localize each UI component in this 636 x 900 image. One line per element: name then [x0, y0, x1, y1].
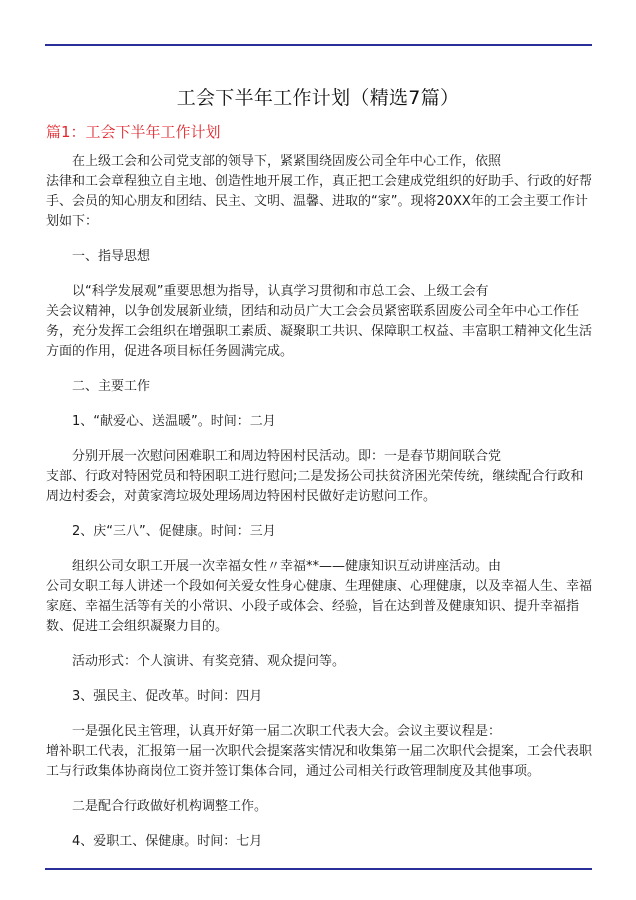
item-heading-1 [46, 412, 594, 432]
paragraph-first-line: 在上级工会和公司党支部的领导下，紧紧围绕固废公司全年中心工作，依照 [72, 154, 502, 169]
paragraph-first-line: 2、庆“三八”、促健康。时间：三月 [72, 524, 276, 539]
item-heading-2 [46, 522, 594, 542]
paragraph-continuation: 支部、行政对特困党员和特困职工进行慰问;二是发扬公司扶贫济困光荣传统，继续配合行政和周边村委会，对黄家湾垃圾处理场周边特困村民做好走访慰问工作。 [46, 469, 584, 504]
paragraph-first-line: 二、主要工作 [72, 379, 151, 394]
paragraph-first-line: 组织公司女职工开展一次幸福女性〃幸福**——健康知识互动讲座活动。由 [72, 559, 502, 574]
paragraph-activity-format [46, 652, 594, 672]
paragraph-first-line: 4、爱职工、保健康。时间：七月 [72, 834, 263, 849]
paragraph-item-2 [46, 557, 594, 637]
paragraph-continuation: 公司女职工每人讲述一个段如何关爱女性身心健康、生理健康、心理健康，以及幸福人生、幸福家庭、幸福生活等有关的小常识、小段子或体会、经验，旨在达到普及健康知识、提升幸福指数、促进工会组织凝聚力目的。 [46, 579, 593, 634]
footer-rule [45, 868, 592, 870]
document-body [46, 152, 594, 867]
paragraph-first-line: 以“科学发展观”重要思想为指导，认真学习贯彻和市总工会、上级工会有 [72, 284, 489, 299]
paragraph-first-line: 活动形式：个人演讲、有奖竞猜、观众提问等。 [72, 654, 346, 669]
heading-main-work [46, 377, 594, 397]
paragraph-first-line: 二是配合行政做好机构调整工作。 [72, 799, 268, 814]
header-rule [45, 44, 592, 46]
paragraph-guiding-ideology [46, 282, 594, 362]
paragraph-item-3-second [46, 797, 594, 817]
document-title: 工会下半年工作计划（精选7篇） [176, 87, 460, 109]
paragraph-continuation: 关会议精神，以争创发展新业绩，团结和动员广大工会会员紧密联系固废公司全年中心工作任务，充分发挥工会组织在增强职工素质、凝聚职工共识、保障职工权益、丰富职工精神文化生活方面的作用，促进各项目标任务圆满完成。 [46, 304, 593, 359]
paragraph-first-line: 一是强化民主管理，认真开好第一届二次职工代表大会。会议主要议程是： [72, 724, 502, 739]
paragraph-item-3 [46, 722, 594, 782]
paragraph-continuation: 增补职工代表，汇报第一届一次职代会提案落实情况和收集第一届二次职代会提案，工会代表职工与行政集体协商岗位工资并签订集体合同，通过公司相关行政管理制度及其他事项。 [46, 744, 593, 779]
item-heading-4 [46, 832, 594, 852]
section-heading: 篇1：工会下半年工作计划 [46, 123, 221, 141]
heading-guiding-ideology [46, 247, 594, 267]
paragraph-first-line: 1、“献爱心、送温暖”。时间：二月 [72, 414, 276, 429]
item-heading-3 [46, 687, 594, 707]
paragraph-first-line: 3、强民主、促改革。时间：四月 [72, 689, 263, 704]
paragraph-first-line: 一、指导思想 [72, 249, 151, 264]
paragraph-first-line: 分别开展一次慰问困难职工和周边特困村民活动。即：一是春节期间联合党 [72, 449, 502, 464]
paragraph-item-1 [46, 447, 594, 507]
paragraph-intro [46, 152, 594, 232]
paragraph-continuation: 法律和工会章程独立自主地、创造性地开展工作，真正把工会建成党组织的好助手、行政的好帮手、会员的知心朋友和团结、民主、文明、温馨、进取的“家”。现将20XX年的工会主要工作计划如下： [46, 174, 593, 229]
